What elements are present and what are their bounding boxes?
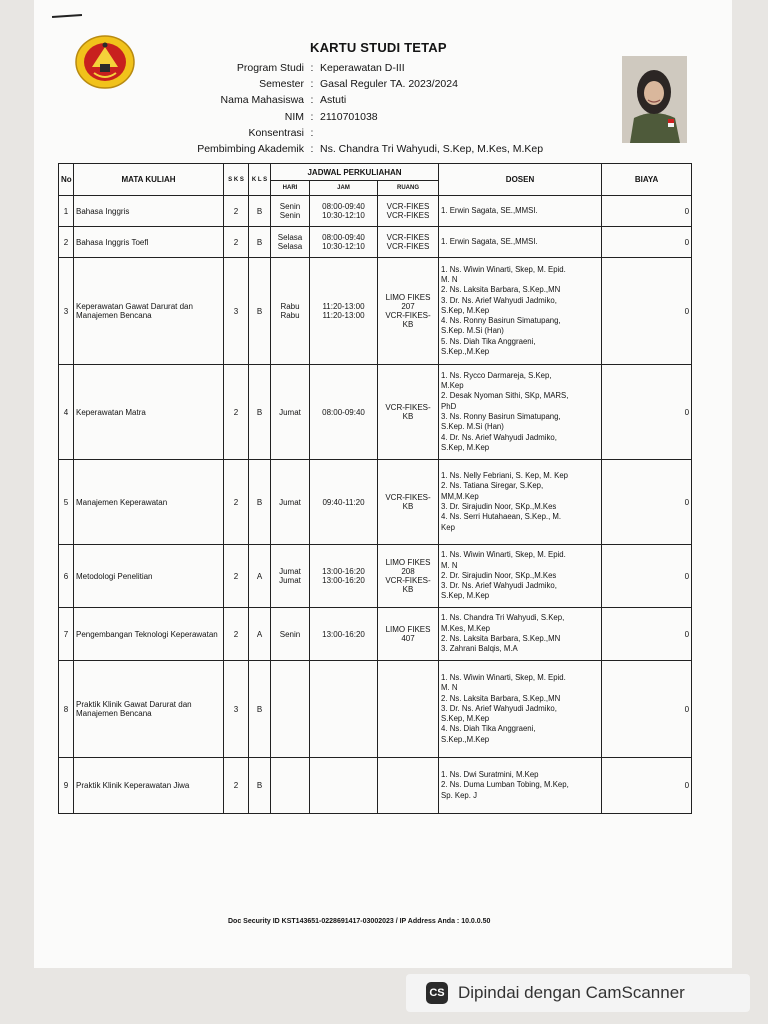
cell-dosen-line: M. N: [441, 560, 458, 570]
cell-hari-line: Jumat: [279, 407, 301, 417]
header-jam: JAM: [310, 181, 378, 196]
cell-hari: [271, 365, 310, 460]
cell-jam: [310, 545, 378, 608]
cell-jam: [310, 460, 378, 545]
cell-ruang-line: 407: [401, 634, 415, 643]
cell-sks: 3: [224, 258, 249, 365]
cell-dosen-line: 3. Dr. Ns. Arief Wahyudi Jadmiko,: [441, 703, 557, 713]
cell-ruang-line: VCR-FIKES-: [385, 311, 431, 320]
cell-dosen-line: 3. Ns. Ronny Basirun Simatupang,: [441, 412, 561, 421]
cell-ruang-line: 208: [401, 567, 415, 576]
cell-hari-line: Selasa: [277, 242, 303, 251]
cell-no: 8: [59, 661, 74, 758]
cell-mata-kuliah: Pengembangan Teknologi Keperawatan: [74, 608, 224, 661]
cell-dosen-line: S.Kep, M.Kep: [441, 305, 490, 315]
cell-hari: [271, 196, 310, 227]
cell-dosen-line: 1. Ns. Nelly Febriani, S. Kep, M. Kep: [441, 471, 568, 481]
info-label: Nama Mahasiswa: [220, 94, 304, 107]
cell-hari: [271, 608, 310, 661]
cell-biaya: 0: [602, 661, 692, 758]
info-label: Program Studi: [236, 62, 304, 74]
cell-dosen-line: 4. Dr. Ns. Arief Wahyudi Jadmiko,: [441, 432, 557, 442]
cell-biaya: 0: [602, 196, 692, 227]
cell-ruang-line: LIMO FIKES: [385, 293, 431, 302]
cell-ruang-line: LIMO FIKES: [385, 558, 431, 567]
cell-hari-line: Senin: [279, 629, 301, 639]
cell-dosen-line: 1. Erwin Sagata, SE.,MMSI.: [441, 205, 538, 215]
cell-ruang: [378, 460, 439, 545]
cell-no: 5: [59, 460, 74, 545]
university-logo-icon: [72, 33, 138, 91]
cell-sks: 2: [224, 545, 249, 608]
cell-hari: [271, 258, 310, 365]
info-value: Gasal Reguler TA. 2023/2024: [320, 78, 458, 91]
cell-kls: B: [249, 661, 271, 758]
cell-dosen: [439, 758, 602, 814]
cell-jam-line: 13:00-16:20: [322, 629, 365, 639]
cell-dosen-line: M. N: [441, 274, 458, 284]
student-info: Program Studi : Keperawatan D-III Semester : Gasal Reguler TA. 2023/2024 Nama Mahasiswa : Astuti NIM : 2110701038 Konsentrasi : Pembimbing Akademik : Ns. Chandra Tri Wahyudi, S.Kep, M.Kes, M.Kep: [154, 60, 543, 157]
cell-dosen-line: 4. Ns. Serri Hutahaean, S.Kep., M.: [441, 512, 562, 522]
cell-mata-kuliah: Metodologi Penelitian: [74, 545, 224, 608]
header-biaya: BIAYA: [602, 164, 692, 196]
info-value: Ns. Chandra Tri Wahyudi, S.Kep, M.Kes, M.Kep: [320, 142, 544, 155]
cell-biaya: 0: [602, 365, 692, 460]
cell-biaya: 0: [602, 227, 692, 258]
cell-biaya: 0: [602, 258, 692, 365]
cell-sks: 2: [224, 758, 249, 814]
cell-dosen-line: 1. Ns. Wiwin Winarti, Skep, M. Epid.: [441, 550, 566, 560]
cell-jam-line: 13:00-16:20: [322, 576, 365, 585]
cell-biaya: 0: [602, 608, 692, 661]
info-value: Astuti: [320, 94, 347, 107]
cell-sks: 3: [224, 661, 249, 758]
cell-hari-line: Selasa: [277, 233, 303, 242]
camscanner-watermark: [406, 974, 750, 1012]
cell-dosen: [439, 258, 602, 365]
cell-dosen-line: 2. Ns. Duma Lumban Tobing, M.Kep,: [441, 780, 569, 790]
cell-kls: B: [249, 365, 271, 460]
cell-dosen-line: 4. Ns. Diah Tika Anggraeni,: [441, 724, 536, 734]
table-row: [59, 545, 692, 608]
cell-dosen-line: 5. Ns. Diah Tika Anggraeni,: [441, 336, 536, 346]
cell-dosen-line: S.Kep, M.Kep: [441, 442, 490, 452]
cell-jam-line: 09:40-11:20: [322, 497, 365, 507]
document-title: KARTU STUDI TETAP: [310, 40, 447, 55]
cell-dosen-line: 3. Dr. Ns. Arief Wahyudi Jadmiko,: [441, 295, 557, 305]
cell-jam-line: 11:20-13:00: [322, 311, 365, 320]
table-row: [59, 608, 692, 661]
cell-dosen-line: PhD: [441, 401, 457, 411]
cell-ruang: [378, 545, 439, 608]
cell-sks: 2: [224, 196, 249, 227]
cell-ruang-line: VCR-FIKES: [386, 202, 430, 211]
cell-dosen: [439, 460, 602, 545]
cell-hari-line: Rabu: [280, 311, 300, 320]
cell-dosen-line: 4. Ns. Ronny Basirun Simatupang,: [441, 316, 561, 326]
cell-hari-line: Senin: [279, 202, 301, 211]
cell-mata-kuliah: Manajemen Keperawatan: [74, 460, 224, 545]
cell-no: 2: [59, 227, 74, 258]
cell-kls: B: [249, 460, 271, 545]
cell-jam: [310, 661, 378, 758]
cell-hari-line: Senin: [279, 211, 301, 220]
cell-jam: [310, 258, 378, 365]
cell-dosen-line: 2. Ns. Laksita Barbara, S.Kep.,MN: [441, 285, 561, 295]
cell-dosen-line: M.Kep: [441, 381, 464, 391]
cell-ruang: [378, 758, 439, 814]
cell-dosen-line: 1. Ns. Dwi Suratmini, M.Kep: [441, 770, 539, 780]
cell-sks: 2: [224, 365, 249, 460]
info-label: NIM: [284, 110, 304, 123]
cell-hari-line: Rabu: [280, 302, 300, 311]
cell-dosen-line: 2. Dr. Sirajudin Noor, SKp.,M.Kes: [441, 570, 557, 580]
cell-ruang: [378, 258, 439, 365]
pen-mark: [52, 14, 82, 18]
cell-kls: B: [249, 196, 271, 227]
cell-dosen-line: S.Kep. M.Si (Han): [441, 326, 504, 336]
cell-ruang-line: KB: [402, 412, 414, 421]
cell-no: 1: [59, 196, 74, 227]
cell-no: 3: [59, 258, 74, 365]
cell-jam-line: 08:00-09:40: [322, 407, 365, 417]
header-dosen: DOSEN: [439, 164, 602, 196]
cell-dosen-line: 2. Ns. Laksita Barbara, S.Kep.,MN: [441, 693, 561, 703]
cell-sks: 2: [224, 227, 249, 258]
cell-jam-line: 10:30-12:10: [322, 242, 365, 251]
cell-dosen-line: 1. Ns. Rycco Darmareja, S.Kep,: [441, 370, 552, 380]
cell-ruang-line: VCR-FIKES: [386, 211, 430, 220]
cell-kls: B: [249, 758, 271, 814]
cell-biaya: 0: [602, 758, 692, 814]
cell-kls: A: [249, 545, 271, 608]
cell-ruang: [378, 365, 439, 460]
cell-dosen-line: S.Kep, M.Kep: [441, 714, 490, 724]
cell-ruang-line: VCR-FIKES-: [385, 403, 431, 412]
cell-ruang: [378, 196, 439, 227]
cell-ruang: [378, 608, 439, 661]
cell-kls: B: [249, 227, 271, 258]
cell-dosen: [439, 365, 602, 460]
info-label: Pembimbing Akademik: [197, 142, 304, 155]
cell-mata-kuliah: Praktik Klinik Gawat Darurat dan Manajemen Bencana: [74, 661, 224, 758]
cell-dosen-line: 1. Erwin Sagata, SE.,MMSI.: [441, 236, 538, 246]
table-row: [59, 758, 692, 814]
cell-kls: B: [249, 258, 271, 365]
header-jadwal: JADWAL PERKULIAHAN: [271, 164, 439, 181]
header-ruang: RUANG: [378, 181, 439, 196]
cell-no: 9: [59, 758, 74, 814]
header-hari: HARI: [271, 181, 310, 196]
cell-sks: 2: [224, 608, 249, 661]
cell-dosen-line: Kep: [441, 522, 455, 532]
cell-dosen: [439, 196, 602, 227]
cell-dosen-line: S.Kep.,M.Kep: [441, 347, 490, 357]
cell-dosen-line: S.Kep, M.Kep: [441, 591, 490, 601]
cell-biaya: 0: [602, 460, 692, 545]
cell-hari-line: Jumat: [279, 567, 301, 576]
cell-no: 4: [59, 365, 74, 460]
info-label: Konsentrasi: [248, 126, 304, 139]
cell-jam: [310, 196, 378, 227]
info-value: 2110701038: [320, 110, 378, 123]
table-row: [59, 661, 692, 758]
cell-dosen-line: 2. Ns. Laksita Barbara, S.Kep.,MN: [441, 634, 561, 643]
cell-jam-line: 13:00-16:20: [322, 567, 365, 576]
cell-sks: 2: [224, 460, 249, 545]
cell-hari: [271, 758, 310, 814]
table-row: [59, 227, 692, 258]
cell-jam: [310, 758, 378, 814]
cell-hari: [271, 460, 310, 545]
table-row: [59, 196, 692, 227]
header-mata-kuliah: MATA KULIAH: [74, 164, 224, 196]
cell-ruang-line: VCR-FIKES-: [385, 576, 431, 585]
cell-dosen-line: 3. Zahrani Balqis, M.A: [441, 644, 518, 654]
cell-hari-line: Jumat: [279, 497, 301, 507]
cell-dosen-line: M. N: [441, 683, 458, 693]
cell-ruang-line: VCR-FIKES: [386, 233, 430, 242]
camscanner-text: Dipindai dengan CamScanner: [458, 983, 685, 1002]
cell-mata-kuliah: Keperawatan Matra: [74, 365, 224, 460]
cell-dosen-line: 3. Dr. Ns. Arief Wahyudi Jadmiko,: [441, 581, 557, 591]
cell-dosen: [439, 227, 602, 258]
cell-jam-line: 10:30-12:10: [322, 211, 365, 220]
cell-mata-kuliah: Bahasa Inggris: [74, 196, 224, 227]
cell-dosen: [439, 545, 602, 608]
header-kls: K L S: [249, 164, 271, 196]
cell-jam: [310, 365, 378, 460]
camscanner-logo-icon: CS: [426, 982, 448, 1004]
cell-ruang: [378, 661, 439, 758]
info-value: Keperawatan D-III: [320, 62, 405, 74]
cell-hari: [271, 227, 310, 258]
cell-mata-kuliah: Bahasa Inggris Toefl: [74, 227, 224, 258]
cell-biaya: 0: [602, 545, 692, 608]
course-table: [58, 163, 692, 814]
cell-jam-line: 08:00-09:40: [322, 202, 365, 211]
cell-no: 7: [59, 608, 74, 661]
cell-dosen: [439, 608, 602, 661]
cell-dosen-line: 1. Ns. Wiwin Winarti, Skep, M. Epid.: [441, 264, 566, 274]
scanned-page: [34, 0, 732, 968]
cell-ruang-line: KB: [402, 502, 414, 511]
cell-ruang: [378, 227, 439, 258]
student-photo: [622, 56, 687, 143]
cell-hari: [271, 661, 310, 758]
cell-dosen-line: S.Kep. M.Si (Han): [441, 422, 504, 432]
header-no: No: [59, 164, 74, 196]
cell-jam: [310, 608, 378, 661]
table-row: [59, 365, 692, 460]
cell-ruang-line: LIMO FIKES: [385, 625, 431, 634]
cell-ruang-line: 207: [401, 302, 415, 311]
cell-mata-kuliah: Keperawatan Gawat Darurat dan Manajemen Bencana: [74, 258, 224, 365]
cell-dosen-line: S.Kep.,M.Kep: [441, 734, 490, 744]
cell-dosen: [439, 661, 602, 758]
cell-ruang-line: KB: [402, 320, 414, 329]
cell-ruang-line: VCR-FIKES-: [385, 493, 431, 502]
doc-security-footer: Doc Security ID KST143651-0228691417-03002023 / IP Address Anda : 10.0.0.50: [228, 918, 491, 925]
cell-no: 6: [59, 545, 74, 608]
cell-dosen-line: Sp. Kep. J: [441, 790, 478, 800]
cell-ruang-line: KB: [402, 585, 414, 594]
info-label: Semester: [259, 78, 304, 91]
cell-jam-line: 08:00-09:40: [322, 233, 365, 242]
cell-mata-kuliah: Praktik Klinik Keperawatan Jiwa: [74, 758, 224, 814]
cell-dosen-line: 1. Ns. Wiwin Winarti, Skep, M. Epid.: [441, 672, 566, 682]
cell-dosen-line: 2. Ns. Tatiana Siregar, S.Kep,: [441, 481, 544, 491]
header-sks: S K S: [224, 164, 249, 196]
table-row: [59, 258, 692, 365]
table-row: [59, 460, 692, 545]
cell-ruang-line: VCR-FIKES: [386, 242, 430, 251]
cell-dosen-line: 2. Desak Nyoman Sithi, SKp, MARS,: [441, 391, 569, 401]
cell-kls: A: [249, 608, 271, 661]
cell-dosen-line: 3. Dr. Sirajudin Noor, SKp.,M.Kes: [441, 502, 557, 511]
cell-dosen-line: M.Kes, M.Kep: [441, 623, 490, 633]
cell-hari-line: Jumat: [279, 576, 301, 585]
cell-dosen-line: MM,M.Kep: [441, 491, 479, 501]
cell-dosen-line: 1. Ns. Chandra Tri Wahyudi, S.Kep,: [441, 613, 565, 623]
cell-jam-line: 11:20-13:00: [322, 302, 365, 311]
cell-hari: [271, 545, 310, 608]
cell-jam: [310, 227, 378, 258]
